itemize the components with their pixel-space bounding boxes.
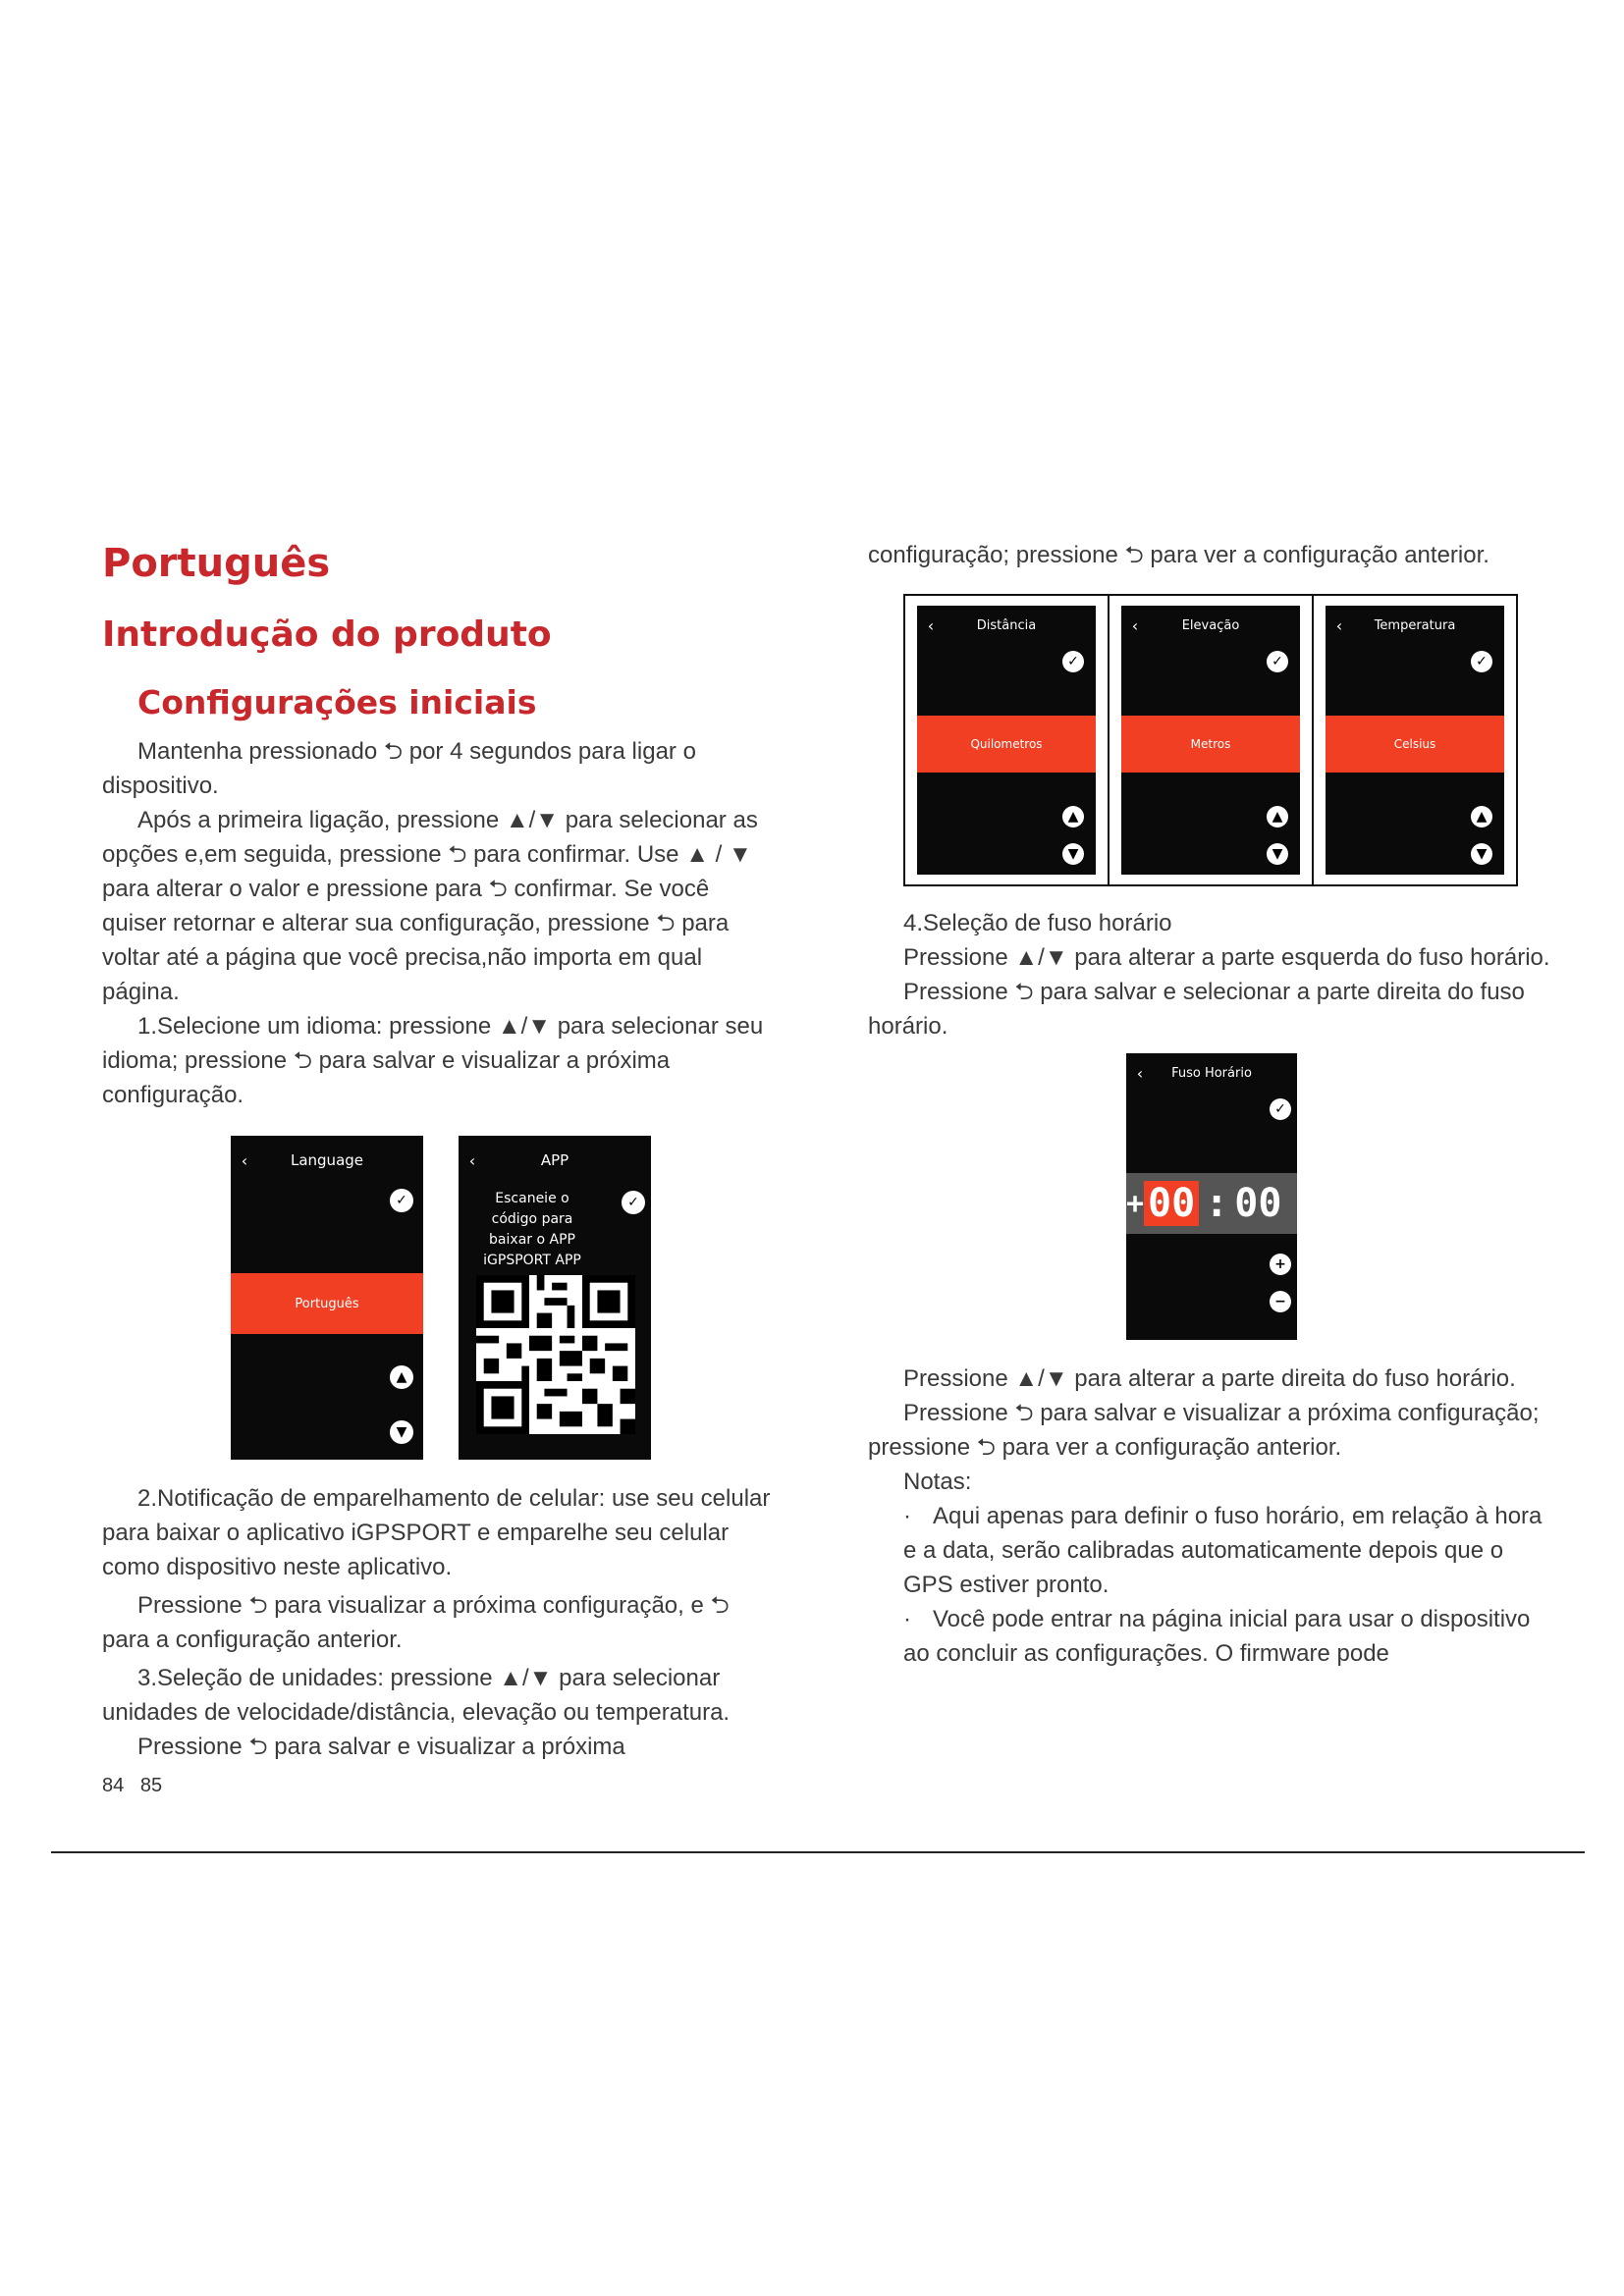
- paragraph-first-setup: Após a primeira ligação, pressione ▲/▼ para selecionar as opções e,em seguida, pressione ⮌ para confirmar. Use ▲ / ▼ para alterar o valor e pressione para ⮌ confirmar. Se você quiser retornar e alterar sua configuração, pressione ⮌ para voltar até a página que você precisa,não importa em qual página.: [102, 807, 758, 1005]
- subsection-title: Configurações iniciais: [137, 683, 537, 721]
- paragraph-timezone-finish: Pressione ⮌ para salvar e visualizar a próxima configuração; pressione ⮌ para ver a configuração anterior.: [868, 1400, 1540, 1461]
- bullet-icon: ·: [903, 1503, 911, 1529]
- selected-language: Português: [231, 1273, 423, 1334]
- up-arrow-icon: ▲: [390, 1365, 413, 1389]
- bullet-icon: ·: [903, 1606, 911, 1632]
- check-icon: ✓: [1471, 651, 1492, 672]
- timezone-minutes: 00: [1234, 1181, 1282, 1226]
- timezone-hours: 00: [1144, 1181, 1199, 1226]
- down-arrow-icon: ▼: [1062, 843, 1084, 865]
- paragraph-next-previous: Pressione ⮌ para visualizar a próxima configuração, e ⮌ para a configuração anterior.: [102, 1592, 730, 1653]
- paragraph-language-step: 1.Selecione um idioma: pressione ▲/▼ para selecionar seu idioma; pressione ⮌ para salvar e visualizar a próxima configuração.: [102, 1013, 764, 1108]
- plus-icon: +: [1270, 1254, 1291, 1275]
- unit-frame-temperature: [1314, 594, 1518, 886]
- timezone-screen: [1126, 1053, 1297, 1340]
- up-arrow-icon: ▲: [1471, 806, 1492, 828]
- note-item: [868, 1499, 1555, 1602]
- language-title: Português: [102, 541, 331, 586]
- notes-label: Notas:: [903, 1468, 972, 1495]
- check-icon: ✓: [1062, 651, 1084, 672]
- app-screen-title: APP: [540, 1151, 569, 1169]
- paragraph-units-continued: configuração; pressione ⮌ para ver a configuração anterior.: [868, 542, 1489, 568]
- paragraph-timezone-left: Pressione ▲/▼ para alterar a parte esquerda do fuso horário.: [903, 944, 1550, 971]
- language-screen: [231, 1136, 423, 1460]
- check-icon: ✓: [622, 1191, 645, 1214]
- paragraph-timezone-step: 4.Seleção de fuso horário: [903, 910, 1172, 936]
- unit-frame-distance: [903, 594, 1110, 886]
- note-text: Você pode entrar na página inicial para usar o dispositivo ao concluir as configurações. O firmware pode: [903, 1606, 1531, 1667]
- paragraph-power-on: Mantenha pressionado ⮌ por 4 segundos para ligar o dispositivo.: [102, 738, 696, 799]
- app-screen-text: Escaneie o código para baixar o APP iGPSPORT APP: [483, 1191, 581, 1268]
- up-arrow-icon: ▲: [1267, 806, 1288, 828]
- check-icon: ✓: [390, 1189, 413, 1212]
- left-column: [102, 530, 780, 1764]
- paragraph-timezone-save: Pressione ⮌ para salvar e selecionar a parte direita do fuso horário.: [868, 979, 1525, 1040]
- app-screen: [459, 1136, 651, 1460]
- distance-selected: Quilometros: [917, 716, 1096, 773]
- check-icon: ✓: [1270, 1098, 1291, 1120]
- bottom-divider: [51, 1851, 1585, 1853]
- paragraph-phone-pairing: 2.Notificação de emparelhamento de celular: use seu celular para baixar o aplicativo iGPSPORT e emparelhe seu celular como dispositivo neste aplicativo.: [102, 1485, 771, 1580]
- right-column: [868, 538, 1555, 1671]
- elevation-screen: [1121, 606, 1300, 875]
- back-chevron-icon: ‹: [1136, 1063, 1144, 1083]
- unit-screens-row: [903, 594, 1555, 886]
- note-text: Aqui apenas para definir o fuso horário, em relação à hora e a data, serão calibradas automaticamente depois que o GPS estiver pronto.: [903, 1503, 1543, 1598]
- temperature-selected: Celsius: [1326, 716, 1504, 773]
- paragraph-timezone-right: Pressione ▲/▼ para alterar a parte direita do fuso horário.: [903, 1365, 1516, 1392]
- temperature-title: Temperatura: [1374, 617, 1456, 633]
- down-arrow-icon: ▼: [390, 1420, 413, 1444]
- back-chevron-icon: ‹: [241, 1150, 248, 1170]
- page-numbers: 84 85: [102, 1775, 163, 1796]
- distance-title: Distância: [976, 617, 1037, 633]
- distance-screen: [917, 606, 1096, 875]
- back-chevron-icon: ‹: [927, 615, 935, 635]
- temperature-screen: [1326, 606, 1504, 875]
- down-arrow-icon: ▼: [1267, 843, 1288, 865]
- back-chevron-icon: ‹: [1131, 615, 1139, 635]
- timezone-title: Fuso Horário: [1171, 1065, 1252, 1081]
- up-arrow-icon: ▲: [1062, 806, 1084, 828]
- back-chevron-icon: ‹: [1335, 615, 1343, 635]
- device-screens-row: [102, 1136, 780, 1460]
- language-screen-title: Language: [290, 1151, 364, 1169]
- section-title: Introdução do produto: [102, 614, 552, 655]
- minus-icon: −: [1270, 1291, 1291, 1312]
- paragraph-units-save: Pressione ⮌ para salvar e visualizar a próxima: [137, 1734, 625, 1760]
- note-item: [868, 1602, 1555, 1671]
- elevation-title: Elevação: [1181, 617, 1240, 633]
- back-chevron-icon: ‹: [468, 1150, 476, 1170]
- check-icon: ✓: [1267, 651, 1288, 672]
- timezone-separator: :: [1205, 1181, 1229, 1226]
- elevation-selected: Metros: [1121, 716, 1300, 773]
- timezone-sign: +: [1126, 1186, 1145, 1221]
- down-arrow-icon: ▼: [1471, 843, 1492, 865]
- unit-frame-elevation: [1110, 594, 1314, 886]
- qr-code-icon: [476, 1275, 635, 1434]
- timezone-value: [1126, 1173, 1297, 1234]
- paragraph-units-step: 3.Seleção de unidades: pressione ▲/▼ para selecionar unidades de velocidade/distância, elevação ou temperatura.: [102, 1665, 731, 1726]
